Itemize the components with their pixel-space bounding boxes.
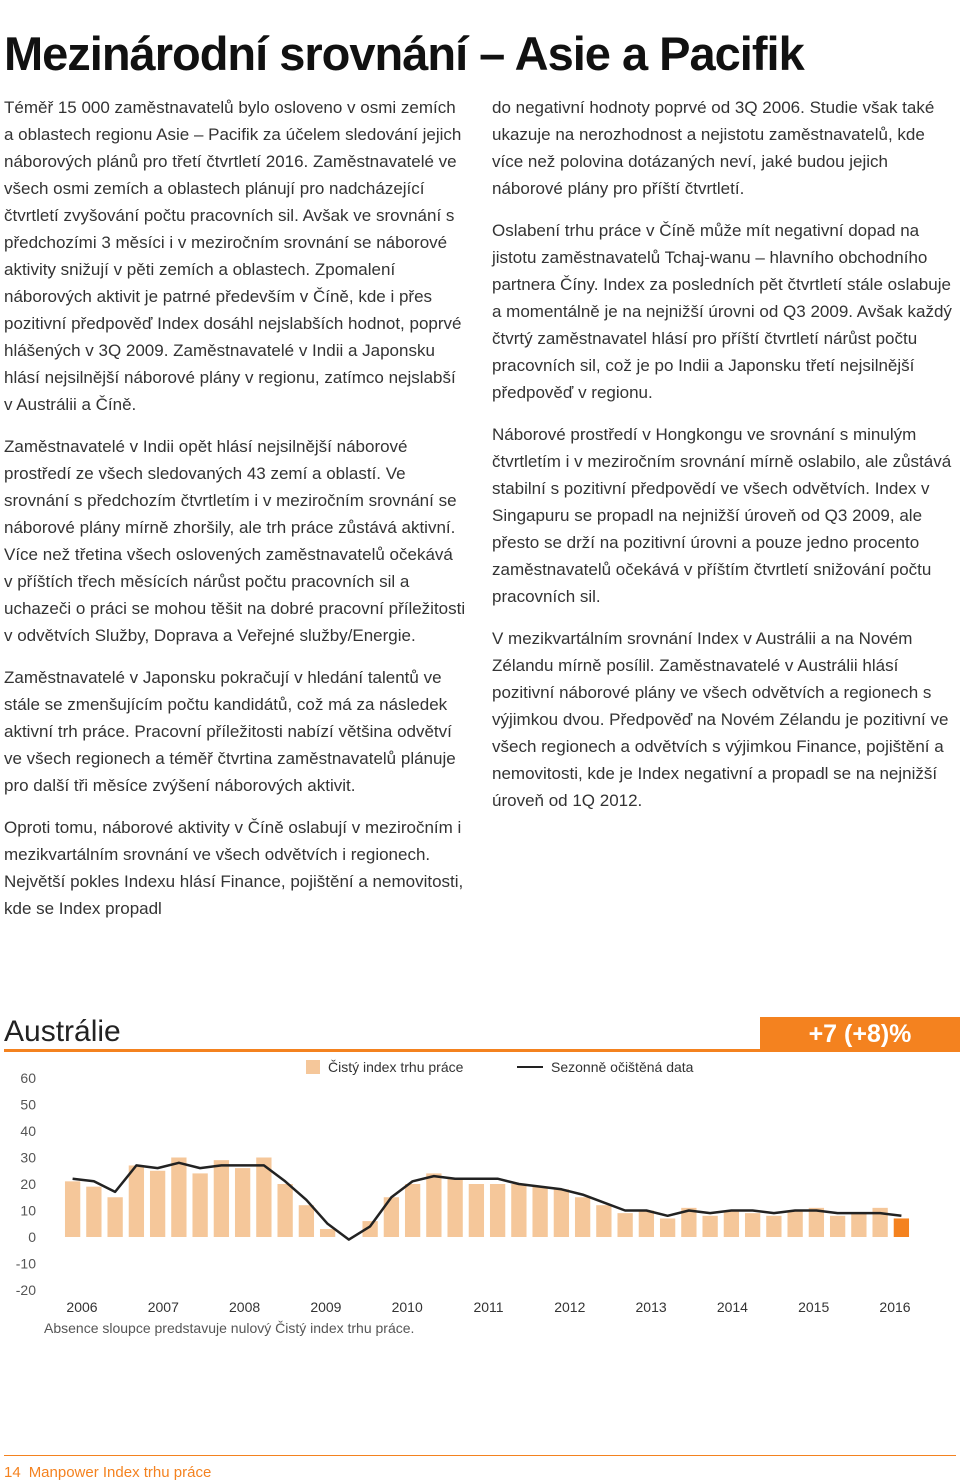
x-tick-label: 2014 (716, 1299, 748, 1315)
y-tick-label: -20 (15, 1282, 36, 1298)
chart-title: Austrálie (4, 1015, 121, 1048)
chart-bar (235, 1168, 250, 1237)
chart-bar (405, 1184, 420, 1237)
chart-bar (86, 1187, 101, 1237)
x-tick-label: 2011 (473, 1299, 504, 1315)
left-column (4, 94, 466, 937)
page-title: Mezinárodní srovnání – Asie a Pacifik (4, 27, 804, 80)
chart-bar (851, 1213, 866, 1237)
chart-bar (575, 1197, 590, 1237)
accent-rule (4, 1049, 960, 1052)
chart-bar (511, 1184, 526, 1237)
chart-bar (447, 1179, 462, 1237)
x-tick-label: 2012 (554, 1299, 586, 1315)
chart-bar (299, 1205, 314, 1237)
y-tick-label: 0 (28, 1229, 36, 1245)
chart-bar (65, 1181, 80, 1237)
chart-bar (745, 1213, 760, 1237)
chart-bar (596, 1205, 611, 1237)
paragraph: Zaměstnavatelé v Japonsku pokračují v hledání talentů ve stále se zmenšujícím počtu kandidátů, což má za následek aktivní trh práce. Pracovní příležitosti nabízí většina odvětví ve všech regionech a téměř čtvrtina zaměstnavatelů plánuje pro další tři měsíce zvýšení náborových aktivit. (4, 668, 456, 795)
legend-bar-label: Čistý index trhu práce (328, 1059, 464, 1075)
chart-bar (894, 1218, 909, 1237)
page-number: 14 (4, 1464, 21, 1481)
y-tick-label: 40 (20, 1123, 36, 1139)
forecast-badge: +7 (+8)% (760, 1017, 960, 1052)
chart-bar (532, 1187, 547, 1237)
y-tick-label: -10 (15, 1255, 36, 1272)
y-tick-label: 60 (20, 1070, 36, 1086)
chart-bar (639, 1211, 654, 1238)
footer (4, 1464, 219, 1481)
chart-bar (724, 1211, 739, 1238)
paragraph: do negativní hodnoty poprvé od 3Q 2006. Studie však také ukazuje na nerozhodnost a nejistotu zaměstnavatelů, kde více než polovina dotázaných neví, jaké budou jejich náborové plány pro příští čtvrtletí. (492, 98, 935, 198)
y-tick-label: 10 (20, 1202, 36, 1219)
x-tick-label: 2007 (147, 1299, 179, 1315)
y-tick-label: 50 (20, 1096, 36, 1113)
paragraph: V mezikvartálním srovnání Index v Austrálii a na Novém Zélandu mírně posílil. Zaměstnavatelé v Austrálii hlásí pozitivní náborové plány ve všech odvětvích a regionech s výjimkou dvou. Předpověď na Novém Zélandu je pozitivní ve všech regionech a odvětvích s výjimkou Finance, pojištění a nemovitosti, kde je Index negativní a propadl se na nejnižší úroveň od 1Q 2012. (492, 629, 949, 810)
legend-line-label: Sezonně očištěná data (551, 1059, 694, 1075)
chart-note: Absence sloupce predstavuje nulový Čistý index trhu práce. (44, 1320, 415, 1336)
chart-bar (150, 1171, 165, 1237)
y-tick-label: 30 (20, 1149, 36, 1166)
right-column (492, 94, 958, 829)
x-tick-label: 2010 (391, 1299, 423, 1315)
x-tick-label: 2008 (229, 1299, 261, 1315)
chart-bar (554, 1189, 569, 1237)
chart-bar (702, 1216, 717, 1237)
chart-bar (617, 1213, 632, 1237)
y-tick-label: 20 (20, 1176, 36, 1192)
paragraph: Oslabení trhu práce v Číně může mít negativní dopad na jistotu zaměstnavatelů Tchaj-wanu – hlavního obchodního partnera Číny. Index za posledních pět čtvrtletí stále oslabuje a momentálně je na nejnižší úrovni od Q3 2009. Avšak každý čtvrtý zaměstnavatel hlásí pro příští čtvrtletí nárůst počtu pracovních sil, což je po Indii a Japonsku třetí nejsilnější předpověď v regionu. (492, 221, 952, 402)
chart-bar (129, 1165, 144, 1237)
chart-bar (660, 1218, 675, 1237)
paragraph: Oproti tomu, náborové aktivity v Číně oslabují v meziročním i mezikvartálním srovnání ve všech odvětvích i regionech. Největší pokles Indexu hlásí Finance, pojištění a nemovitosti, kde se Index propadl (4, 818, 464, 918)
chart-bar (214, 1160, 229, 1237)
x-tick-label: 2009 (310, 1299, 342, 1315)
paragraph: Téměř 15 000 zaměstnavatelů bylo osloveno v osmi zemích a oblastech regionu Asie – Pacifik za účelem sledování jejich náborových plánů pro třetí čtvrtletí 2016. Zaměstnavatelé ve všech osmi zemích a oblastech plánují pro nadcházející čtvrtletí zvyšování počtu pracovních sil. Avšak ve srovnání s předchozími 3 měsíci i v meziročním srovnání se náborové aktivity snižují v pěti zemích a oblastech. Zpomalení náborových aktivit je patrné především v Číně, kde i přes pozitivní předpověď Index dosáhl nejslabších hodnot, poprvé hlášených v 3Q 2009. Zaměstnavatelé v Indii a Japonsku hlásí nejsilnější náborové plány v regionu, zatímco nejslabší v Austrálii a Číně. (4, 98, 462, 414)
australia-chart (0, 1060, 960, 1320)
footer-title: Manpower Index trhu práce (28, 1464, 212, 1481)
x-tick-label: 2006 (66, 1299, 98, 1315)
footer-rule (4, 1455, 956, 1456)
chart-bar (171, 1158, 186, 1238)
chart-bar (192, 1173, 207, 1237)
chart-bar (469, 1184, 484, 1237)
paragraph: Zaměstnavatelé v Indii opět hlásí nejsilnější náborové prostředí ze všech sledovaných 43 zemí a oblastí. Ve srovnání s předchozím čtvrtletím i v meziročním srovnání se náborové plány mírně zhoršily, ale trh práce zůstává aktivní. Více než třetina všech oslovených zaměstnavatelů očekává v příštích třech měsících nárůst počtu pracovních sil a uchazeči o práci se mohou těšit na dobré pracovní příležitosti v odvětvích Služby, Doprava a Veřejné služby/Energie. (4, 437, 466, 645)
chart-bar (830, 1216, 845, 1237)
chart-bar (766, 1216, 781, 1237)
chart-bar (277, 1184, 292, 1237)
chart-bar (787, 1211, 802, 1238)
chart-bar (490, 1184, 505, 1237)
chart-bar (320, 1229, 335, 1237)
x-tick-label: 2013 (635, 1299, 667, 1315)
chart-bar (426, 1173, 441, 1237)
paragraph: Náborové prostředí v Hongkongu ve srovnání s minulým čtvrtletím i v meziročním srovnání mírně oslabilo, ale zůstává stabilní s pozitivní předpovědí ve všech odvětvích. Index v Singapuru se propadl na nejnižší úroveň od Q3 2009, ale přesto se drží na pozitivní úrovni a pouze jedno procento zaměstnavatelů očekává v příštím čtvrtletí snižování počtu pracovních sil. (492, 425, 952, 606)
chart-bar (107, 1197, 122, 1237)
x-tick-label: 2015 (798, 1299, 830, 1315)
x-tick-label: 2016 (879, 1299, 911, 1315)
